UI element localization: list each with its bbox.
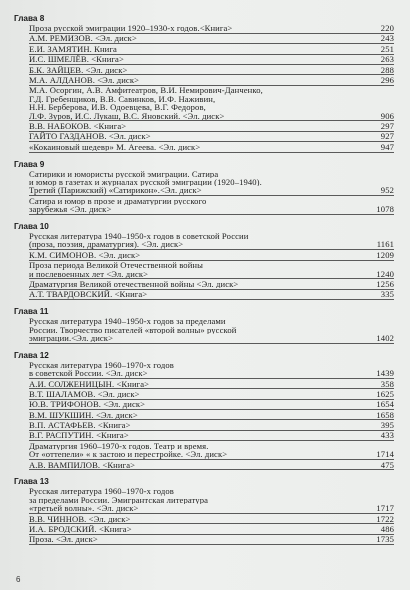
toc-entry-text: и юмор в газетах и журналах русской эмиграции (1920–1940).: [29, 177, 262, 187]
toc-entry-text: Проза периода Великой Отечественной войны: [29, 261, 203, 270]
chapter-title: Глава 11: [14, 307, 49, 317]
toc-page-number: 395: [380, 420, 394, 431]
toc-entry: [29, 197, 394, 215]
toc-entry-text: Ю.В. ТРИФОНОВ. <Эл. диск>: [29, 400, 146, 409]
toc-page-number: 906: [380, 110, 394, 121]
toc-page-number: 251: [380, 43, 394, 54]
toc-entry-text: Русская литература 1960–1970-х годов: [29, 360, 174, 370]
toc-page-number: 296: [380, 74, 394, 85]
toc-page-number: 243: [380, 33, 394, 44]
toc-entry-text: И.А. БРОДСКИЙ. <Книга>: [29, 525, 132, 534]
chapter-entries: [29, 317, 394, 344]
toc-page-number: 1735: [376, 534, 394, 545]
toc-page-number: 288: [380, 64, 394, 75]
toc-entry: [29, 280, 394, 290]
chapter-entries: [29, 170, 394, 215]
toc-entry: [29, 55, 394, 65]
chapter-block: [14, 477, 394, 545]
toc-entry-text: Драматургия 1960–1970-х годов. Театр и время.: [29, 441, 209, 451]
toc-entry-text: А.Т. ТВАРДОВСКИЙ. <Книга>: [29, 290, 148, 299]
toc-entry-text: В.П. АСТАФЬЕВ. <Книга>: [29, 421, 131, 430]
toc-entry-text: Драматургия Великой отечественной войны <Эл. диск>: [29, 279, 239, 289]
toc-page-number: 1722: [376, 513, 394, 524]
toc-entry: [29, 232, 394, 250]
toc-entry-text: зарубежья <Эл. диск>: [29, 205, 112, 214]
toc-entry-text: А.М. РЕМИЗОВ. <Эл. диск>: [29, 34, 137, 43]
toc-page-number: 947: [380, 141, 394, 152]
chapter-block: [14, 351, 394, 471]
toc-entry-text: А.В. ВАМПИЛОВ. <Книга>: [29, 460, 136, 470]
toc-entry: [29, 143, 394, 153]
toc-entry-text: В.Т. ШАЛАМОВ. <Эл. диск>: [29, 389, 140, 399]
toc-page-number: 1658: [376, 409, 394, 420]
toc-entry-text: (проза, поэзия, драматургия). <Эл. диск>: [29, 240, 184, 249]
table-of-contents: [14, 14, 394, 552]
toc-page-number: 1717: [376, 503, 394, 514]
toc-entry: [29, 122, 394, 132]
toc-entry-text: Е.И. ЗАМЯТИН. Книга: [29, 44, 117, 54]
toc-entry-text: В.М. ШУКШИН. <Эл. диск>: [29, 410, 138, 420]
toc-page-number: 1402: [376, 332, 394, 343]
toc-entry-text: А.И. СОЛЖЕНИЦЫН. <Книга>: [29, 379, 150, 388]
toc-page-number: 486: [380, 524, 394, 535]
toc-page-number: 927: [380, 131, 394, 142]
toc-entry-text: Сатира и юмор в прозе и драматургии русского: [29, 196, 207, 206]
toc-entry-text: К.М. СИМОНОВ. <Эл. диск>: [29, 250, 141, 260]
toc-entry: [29, 400, 394, 410]
toc-page-number: 952: [380, 185, 394, 196]
toc-entry: [29, 487, 394, 514]
toc-entry: [29, 361, 394, 379]
chapter-block: [14, 160, 394, 215]
toc-entry-text: Б.К. ЗАЙЦЕВ. <Эл. диск>: [29, 65, 128, 74]
toc-entry-text: От «оттепели» « к застою и перестройке. <Эл. диск>: [29, 450, 228, 459]
toc-entry-text: Н.Н. Берберова, И.В. Одоевцева, В.Г. Федоров,: [29, 103, 206, 112]
toc-entry-text: Сатирики и юмористы русской эмиграции. Сатира: [29, 169, 219, 178]
chapter-entries: [29, 361, 394, 471]
toc-page-number: 1625: [376, 388, 394, 399]
chapter-title: Глава 8: [14, 14, 45, 23]
toc-entry: [29, 431, 394, 441]
toc-entry: [29, 317, 394, 344]
toc-entry-text: Русская литература 1960–1970-х годов: [29, 487, 174, 496]
toc-entry-text: В.Г. РАСПУТИН. <Книга>: [29, 431, 129, 440]
toc-page-number: 1256: [376, 278, 394, 289]
toc-page-number: 1161: [376, 239, 394, 250]
toc-entry-text: Проза. <Эл. диск>: [29, 535, 98, 544]
toc-entry-text: России. Творчество писателей «второй волны» русской: [29, 325, 237, 334]
toc-page-number: 297: [380, 120, 394, 131]
toc-entry-text: Третий (Парижский) «Сатирикон».<Эл. диск>: [29, 186, 202, 195]
toc-page-number: 263: [380, 54, 394, 65]
chapter-title: Глава 10: [14, 221, 49, 231]
chapter-block: [14, 307, 394, 344]
chapter-title: Глава 9: [14, 159, 45, 169]
chapter-entries: [29, 24, 394, 153]
chapter-title: Глава 12: [14, 350, 49, 360]
chapter-entries: [29, 232, 394, 300]
toc-entry: [29, 461, 394, 471]
toc-entry-text: «третьей волны». <Эл. диск>: [29, 504, 139, 513]
toc-entry-text: М.А. Осоргин, А.В. Амфитеатров, В.И. Немирович-Данченко,: [29, 86, 263, 95]
toc-entry: [29, 132, 394, 142]
toc-entry-text: Г.Д. Гребенщиков, В.В. Савинков, И.Ф. Наживин,: [29, 94, 216, 104]
toc-page-number: 433: [380, 430, 394, 441]
toc-entry-text: Проза русской эмиграции 1920–1930-х годов.<Книга>: [29, 24, 233, 33]
toc-entry: [29, 170, 394, 197]
toc-entry: [29, 45, 394, 55]
toc-entry-text: И.С. ШМЕЛЁВ. <Книга>: [29, 55, 124, 64]
toc-entry: [29, 34, 394, 44]
toc-entry-text: и послевоенных лет <Эл. диск>: [29, 269, 149, 278]
toc-entry: [29, 86, 394, 121]
toc-entry: [29, 390, 394, 400]
toc-page-number: 1714: [376, 449, 394, 460]
toc-entry-text: эмиграции.<Эл. диск>: [29, 333, 114, 343]
toc-entry: [29, 411, 394, 421]
toc-page-number: 475: [380, 459, 394, 470]
toc-entry: [29, 261, 394, 279]
toc-entry: [29, 525, 394, 535]
toc-entry-text: М.А. АЛДАНОВ. <Эл. диск>: [29, 75, 140, 85]
toc-entry: [29, 515, 394, 525]
toc-page-number: 1654: [376, 399, 394, 410]
toc-entry: [29, 442, 394, 460]
toc-entry-text: Русская литература 1940–1950-х годов в советской России: [29, 231, 249, 241]
toc-entry: [29, 76, 394, 86]
toc-entry: [29, 290, 394, 300]
chapter-block: [14, 222, 394, 300]
toc-page-number: 1209: [376, 249, 394, 260]
toc-entry-text: в советской России. <Эл. диск>: [29, 369, 148, 378]
toc-entry-text: за пределами России. Эмигрантская литература: [29, 495, 209, 505]
chapter-entries: [29, 487, 394, 545]
toc-entry-text: Русская литература 1940–1950-х годов за пределами: [29, 317, 226, 326]
toc-entry-text: В.В. ЧИННОВ. <Эл. диск>: [29, 514, 131, 524]
toc-page-number: 1439: [376, 368, 394, 379]
chapter-title: Глава 13: [14, 477, 49, 487]
toc-entry: [29, 421, 394, 431]
toc-entry-text: «Кокаиновый шедевр» М. Агеева. <Эл. диск>: [29, 142, 201, 152]
chapter-block: [14, 14, 394, 153]
toc-page-number: 220: [380, 23, 394, 33]
toc-page-number: 1078: [376, 204, 394, 215]
toc-entry-text: В.В. НАБОКОВ. <Книга>: [29, 121, 127, 131]
toc-entry: [29, 24, 394, 34]
toc-entry: [29, 380, 394, 390]
toc-entry-text: Л.Ф. Зуров, И.С. Лукаш, В.С. Яновский. <Эл. диск>: [29, 111, 225, 120]
toc-entry-text: ГАЙТО ГАЗДАНОВ. <Эл. диск>: [29, 132, 151, 141]
toc-entry: [29, 535, 394, 545]
page-number: 6: [16, 575, 21, 584]
toc-page-number: 1240: [376, 268, 394, 279]
toc-page-number: 335: [380, 289, 394, 300]
toc-entry: [29, 251, 394, 261]
toc-entry: [29, 66, 394, 76]
toc-page-number: 358: [380, 378, 394, 389]
